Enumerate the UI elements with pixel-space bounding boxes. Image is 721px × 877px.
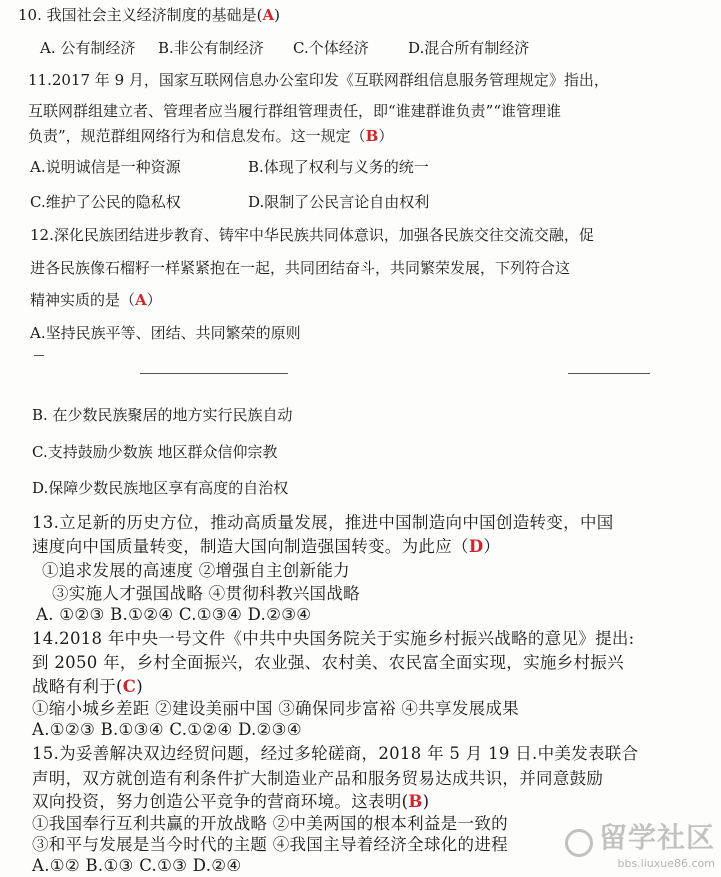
q12-line3: [30, 290, 162, 310]
q11-options-row2: [30, 192, 429, 212]
q14-line1: 14.2018 年中央一号文件《中共中央国务院关于实施乡村振兴战略的意见》提出:: [32, 629, 635, 648]
q11-line3: [28, 126, 393, 146]
watermark-url: bbs.liuxue86.com: [617, 857, 715, 870]
q14-choices: A.①②③ B.①③④ C.①②④ D.②③④: [32, 720, 302, 739]
q10-option-c: C.个体经济: [293, 39, 369, 57]
q11-option-b: B.体现了权利与义务的统一: [248, 158, 429, 176]
q15-line2: 声明，双方就创造有利条件扩大制造业产品和服务贸易达成共识，并同意鼓励: [32, 769, 604, 788]
q10-options: [40, 38, 529, 58]
q10-option-b: B.非公有制经济: [158, 39, 264, 57]
q10-stem-text: 10. 我国社会主义经济制度的基础是(: [18, 6, 263, 24]
q12-option-c: C.支持鼓励少数族 地区群众信仰宗教: [32, 443, 278, 461]
q15-answer: B: [408, 792, 423, 811]
q10-close: ): [274, 6, 280, 24]
q14-items: ①缩小城乡差距 ②建设美丽中国 ③确保同步富裕 ④共享发展成果: [32, 699, 520, 718]
watermark-title-row: [565, 816, 715, 857]
q13-close: ）: [483, 537, 501, 556]
q11-options-row1: [30, 157, 429, 177]
q14-answer: C: [122, 677, 137, 696]
q13-line2: [32, 536, 500, 558]
q11-close: ）: [378, 127, 394, 145]
q11-line2: 互联网群组建立者、管理者应当履行群组管理责任，即“谁建群谁负责”“谁管理谁: [28, 102, 562, 120]
q13-line1: 13.立足新的历史方位，推动高质量发展，推进中国制造向中国创造转变，中国: [32, 513, 614, 532]
q13-choices: A. ①②③ B.①②④ C.①③④ D.②③④: [36, 605, 312, 624]
crease-rule-right: [568, 373, 650, 374]
q11-option-c: C.维护了公民的隐私权: [30, 193, 181, 211]
q13-items-row2: ③实施人才强国战略 ④贯彻科教兴国战略: [52, 584, 360, 603]
q15-items-row2: ③和平与发展是当今时代的主题 ④我国主导着经济全球化的进程: [32, 835, 508, 854]
q12-line3-text: 精神实质的是（: [30, 291, 136, 309]
q15-line3-text: 双向投资，努力创造公平竞争的营商环境。这表明(: [32, 792, 409, 811]
q14-line2: 到 2050 年，乡村全面振兴，农业强、农村美、农民富全面实现，实施乡村振兴: [32, 653, 624, 672]
q11-line1: 11.2017 年 9 月，国家互联网信息办公室印发《互联网群组信息服务管理规定》指出，: [28, 71, 609, 89]
q15-line3: [32, 791, 429, 813]
q11-option-d: D.限制了公民言论自由权利: [248, 193, 430, 211]
q12-option-d: D.保障少数民族地区享有高度的自治权: [32, 479, 289, 497]
q10-option-d: D.混合所有制经济: [408, 39, 530, 57]
q11-answer: B: [365, 127, 379, 145]
q15-items-row1: ①我国奉行互利共赢的开放战略 ②中美两国的根本利益是一致的: [32, 814, 508, 833]
q11-option-a: A.说明诚信是一种资源: [30, 158, 181, 176]
crease-rule-middle: [140, 373, 288, 374]
q10-stem: [18, 5, 280, 25]
q15-choices: A.①② B.①③ C.①③ D.②④: [32, 856, 242, 875]
q10-answer: A: [262, 6, 275, 24]
q12-option-b: B. 在少数民族聚居的地方实行民族自动: [32, 406, 293, 424]
watermark: [565, 816, 715, 870]
q12-answer: A: [135, 291, 147, 309]
q10-option-a: A. 公有制经济: [40, 39, 136, 57]
q14-line3-text: 战略有利于(: [32, 677, 123, 696]
q13-items-row1: ①追求发展的高速度 ②增强自主创新能力: [42, 561, 350, 580]
q12-line2: 进各民族像石榴籽一样紧紧抱在一起，共同团结奋斗，共同繁荣发展，下列符合这: [30, 259, 571, 277]
q12-close: ）: [146, 291, 162, 309]
crease-rule-left: [34, 355, 44, 356]
q15-close: ): [422, 792, 430, 811]
watermark-logo-icon: [565, 829, 593, 857]
q11-line3-text: 负责”，规范群组网络行为和信息发布。这一规定（: [28, 127, 366, 145]
q12-line1: 12.深化民族团结进步教育、铸牢中华民族共同体意识，加强各民族交往交流交融，促: [30, 226, 594, 244]
q15-line1: 15.为妥善解决双边经贸问题，经过多轮磋商，2018 年 5 月 19 日.中美发表联合: [32, 744, 639, 763]
q14-close: ): [136, 677, 143, 696]
q14-line3: [32, 676, 143, 698]
q13-answer: D: [468, 537, 484, 556]
q13-line2-text: 速度向中国质量转变，制造大国向制造强国转变。为此应（: [32, 537, 469, 556]
q12-option-a: A.坚持民族平等、团结、共同繁荣的原则: [30, 324, 301, 342]
watermark-title: 留学社区: [598, 820, 715, 854]
